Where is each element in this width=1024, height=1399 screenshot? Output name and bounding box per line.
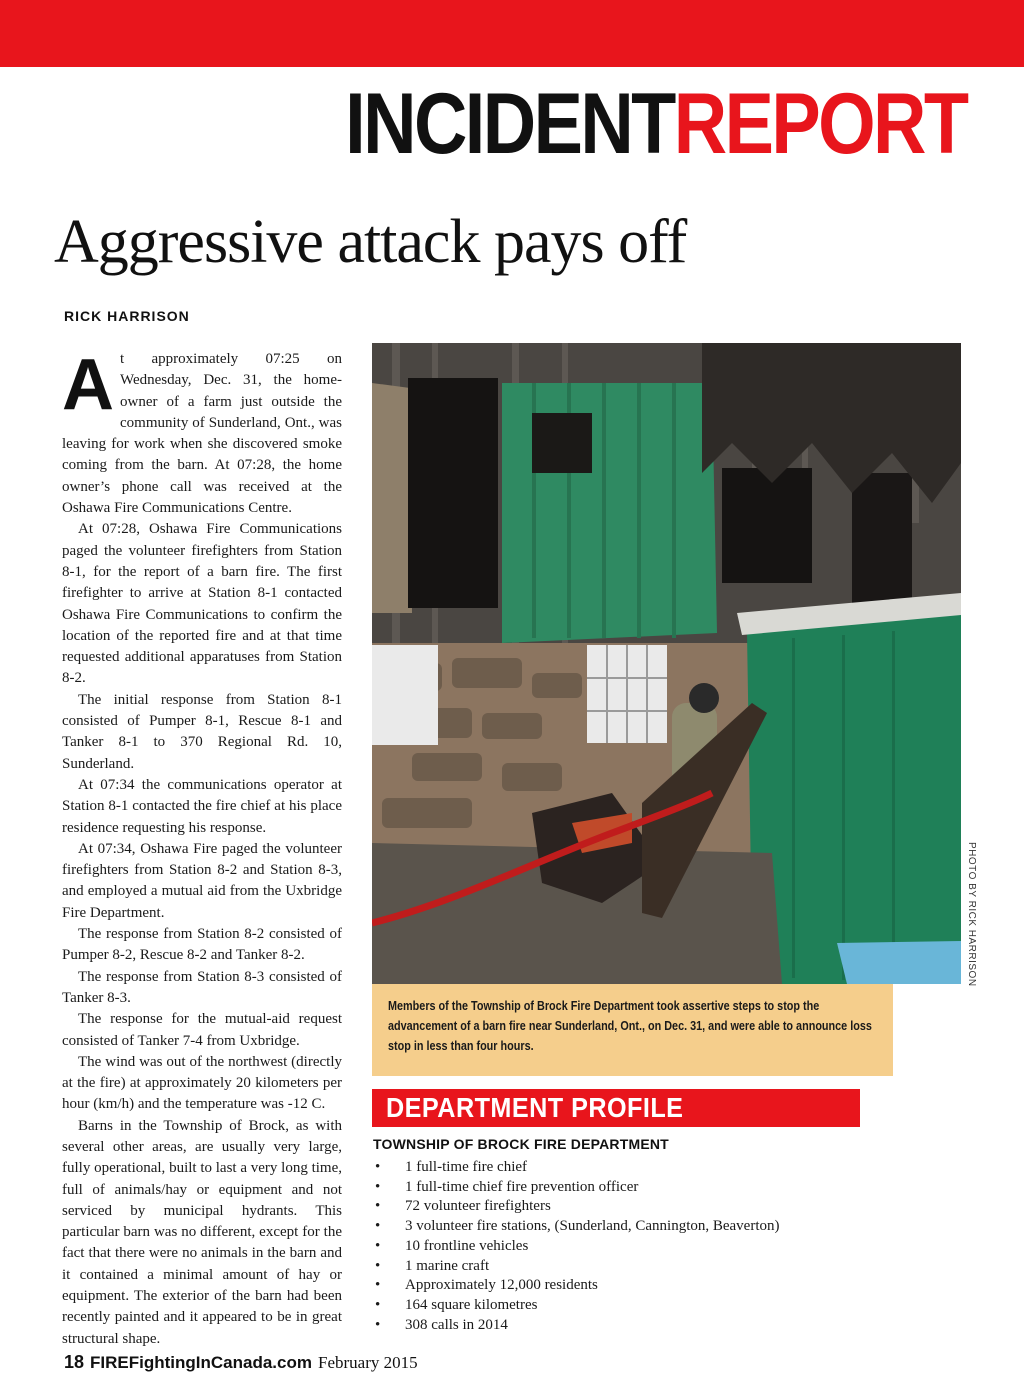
list-item: • 1 full-time fire chief <box>373 1158 780 1178</box>
article-paragraph: At approximately 07:25 on Wednesday, Dec. 31, the home-owner of a farm just outside the community of Sunderland, Ont., was leaving for work when she discovered smoke coming from the barn. At 07:28, the home owner’s phone call was received at the Oshawa Fire Communications Centre. <box>62 345 342 517</box>
bullet-icon: • <box>375 1237 381 1254</box>
list-item: • 308 calls in 2014 <box>373 1316 780 1336</box>
list-item: • 10 frontline vehicles <box>373 1237 780 1257</box>
list-item: • Approximately 12,000 residents <box>373 1276 780 1296</box>
article-paragraph: At 07:28, Oshawa Fire Communications paged the volunteer firefighters from Station 8-1, for the report of a barn fire. The first firefighter to arrive at Station 8-1 contacted Oshawa Fire Communications to confirm the location of the reported fire and at that time requested additional apparatuses from Station 8-2. <box>62 521 342 687</box>
article-paragraph: The initial response from Station 8-1 consisted of Pumper 8-1, Rescue 8-1 and Tanker 8-1 to 370 Regional Rd. 10, Sunderland. <box>62 691 342 772</box>
list-item: • 1 full-time chief fire prevention officer <box>373 1178 780 1198</box>
photo-credit: PHOTO BY RICK HARRISON <box>966 842 977 987</box>
bullet-icon: • <box>375 1178 381 1195</box>
list-item: • 1 marine craft <box>373 1257 780 1277</box>
list-item: • 72 volunteer firefighters <box>373 1197 780 1217</box>
issue-date: February 2015 <box>317 1353 418 1372</box>
bullet-icon: • <box>375 1159 381 1175</box>
article-paragraph: The wind was out of the northwest (directly at the fire) at approximately 20 kilometers per hour (km/h) and the temperature was -12 C. <box>62 1053 342 1113</box>
department-profile-list <box>373 1158 780 1335</box>
site-name: FIREFightingInCanada.com <box>90 1353 312 1372</box>
article-body <box>62 345 342 1350</box>
list-item: • 3 volunteer fire stations, (Sunderland, Cannington, Beaverton) <box>373 1217 780 1237</box>
bullet-icon: • <box>375 1257 381 1274</box>
article-paragraph: Barns in the Township of Brock, as with several other areas, are usually very large, fully operational, built to last a very long time, full of animals/hay or equipment and not serviced by municipal hydrants. This particular barn was no different, except for the fact that there were no animals in the barn and it contained a minimal amount of hay or equipment. The exterior of the barn had been recently painted and it appeared to be in great structural shape. <box>62 1117 342 1347</box>
section-heading <box>345 78 966 170</box>
article-byline: RICK HARRISON <box>64 308 190 324</box>
article-headline: Aggressive attack pays off <box>54 208 687 276</box>
bullet-icon: • <box>375 1198 381 1215</box>
bullet-icon: • <box>375 1296 381 1313</box>
photo-caption: Members of the Township of Brock Fire Department took assertive steps to stop the advancement of a barn fire near Sunderland, Ont., on Dec. 31, and were able to announce loss stop in less than four hours. <box>372 984 893 1076</box>
barn-fire-photo <box>372 343 961 984</box>
article-paragraph: The response from Station 8-3 consisted of Tanker 8-3. <box>62 968 342 1006</box>
department-profile-title: DEPARTMENT PROFILE <box>386 1092 684 1123</box>
article-paragraph: At 07:34, Oshawa Fire paged the volunteer firefighters from Station 8-2 and Station 8-3, and employed a mutual aid from the Uxbridge Fire Department. <box>62 840 342 921</box>
section-heading-word-report: REPORT <box>673 76 966 172</box>
bullet-icon: • <box>375 1277 381 1294</box>
article-paragraph: The response for the mutual-aid request consisted of Tanker 7-4 from Uxbridge. <box>62 1011 342 1049</box>
list-item: • 164 square kilometres <box>373 1296 780 1316</box>
top-red-bar <box>0 0 1024 67</box>
bullet-icon: • <box>375 1218 381 1235</box>
department-profile-header <box>372 1089 860 1127</box>
section-heading-word-incident: INCIDENT <box>344 76 674 172</box>
drop-cap: A <box>62 345 114 425</box>
page-footer <box>64 1352 418 1373</box>
article-paragraph: At 07:34 the communications operator at Station 8-1 contacted the fire chief at his place residence requesting his response. <box>62 776 342 836</box>
article-paragraph: The response from Station 8-2 consisted of Pumper 8-2, Rescue 8-2 and Tanker 8-2. <box>62 926 342 964</box>
department-profile-subtitle: TOWNSHIP OF BROCK FIRE DEPARTMENT <box>373 1136 669 1152</box>
page-number: 18 <box>64 1352 85 1372</box>
bullet-icon: • <box>375 1316 381 1333</box>
